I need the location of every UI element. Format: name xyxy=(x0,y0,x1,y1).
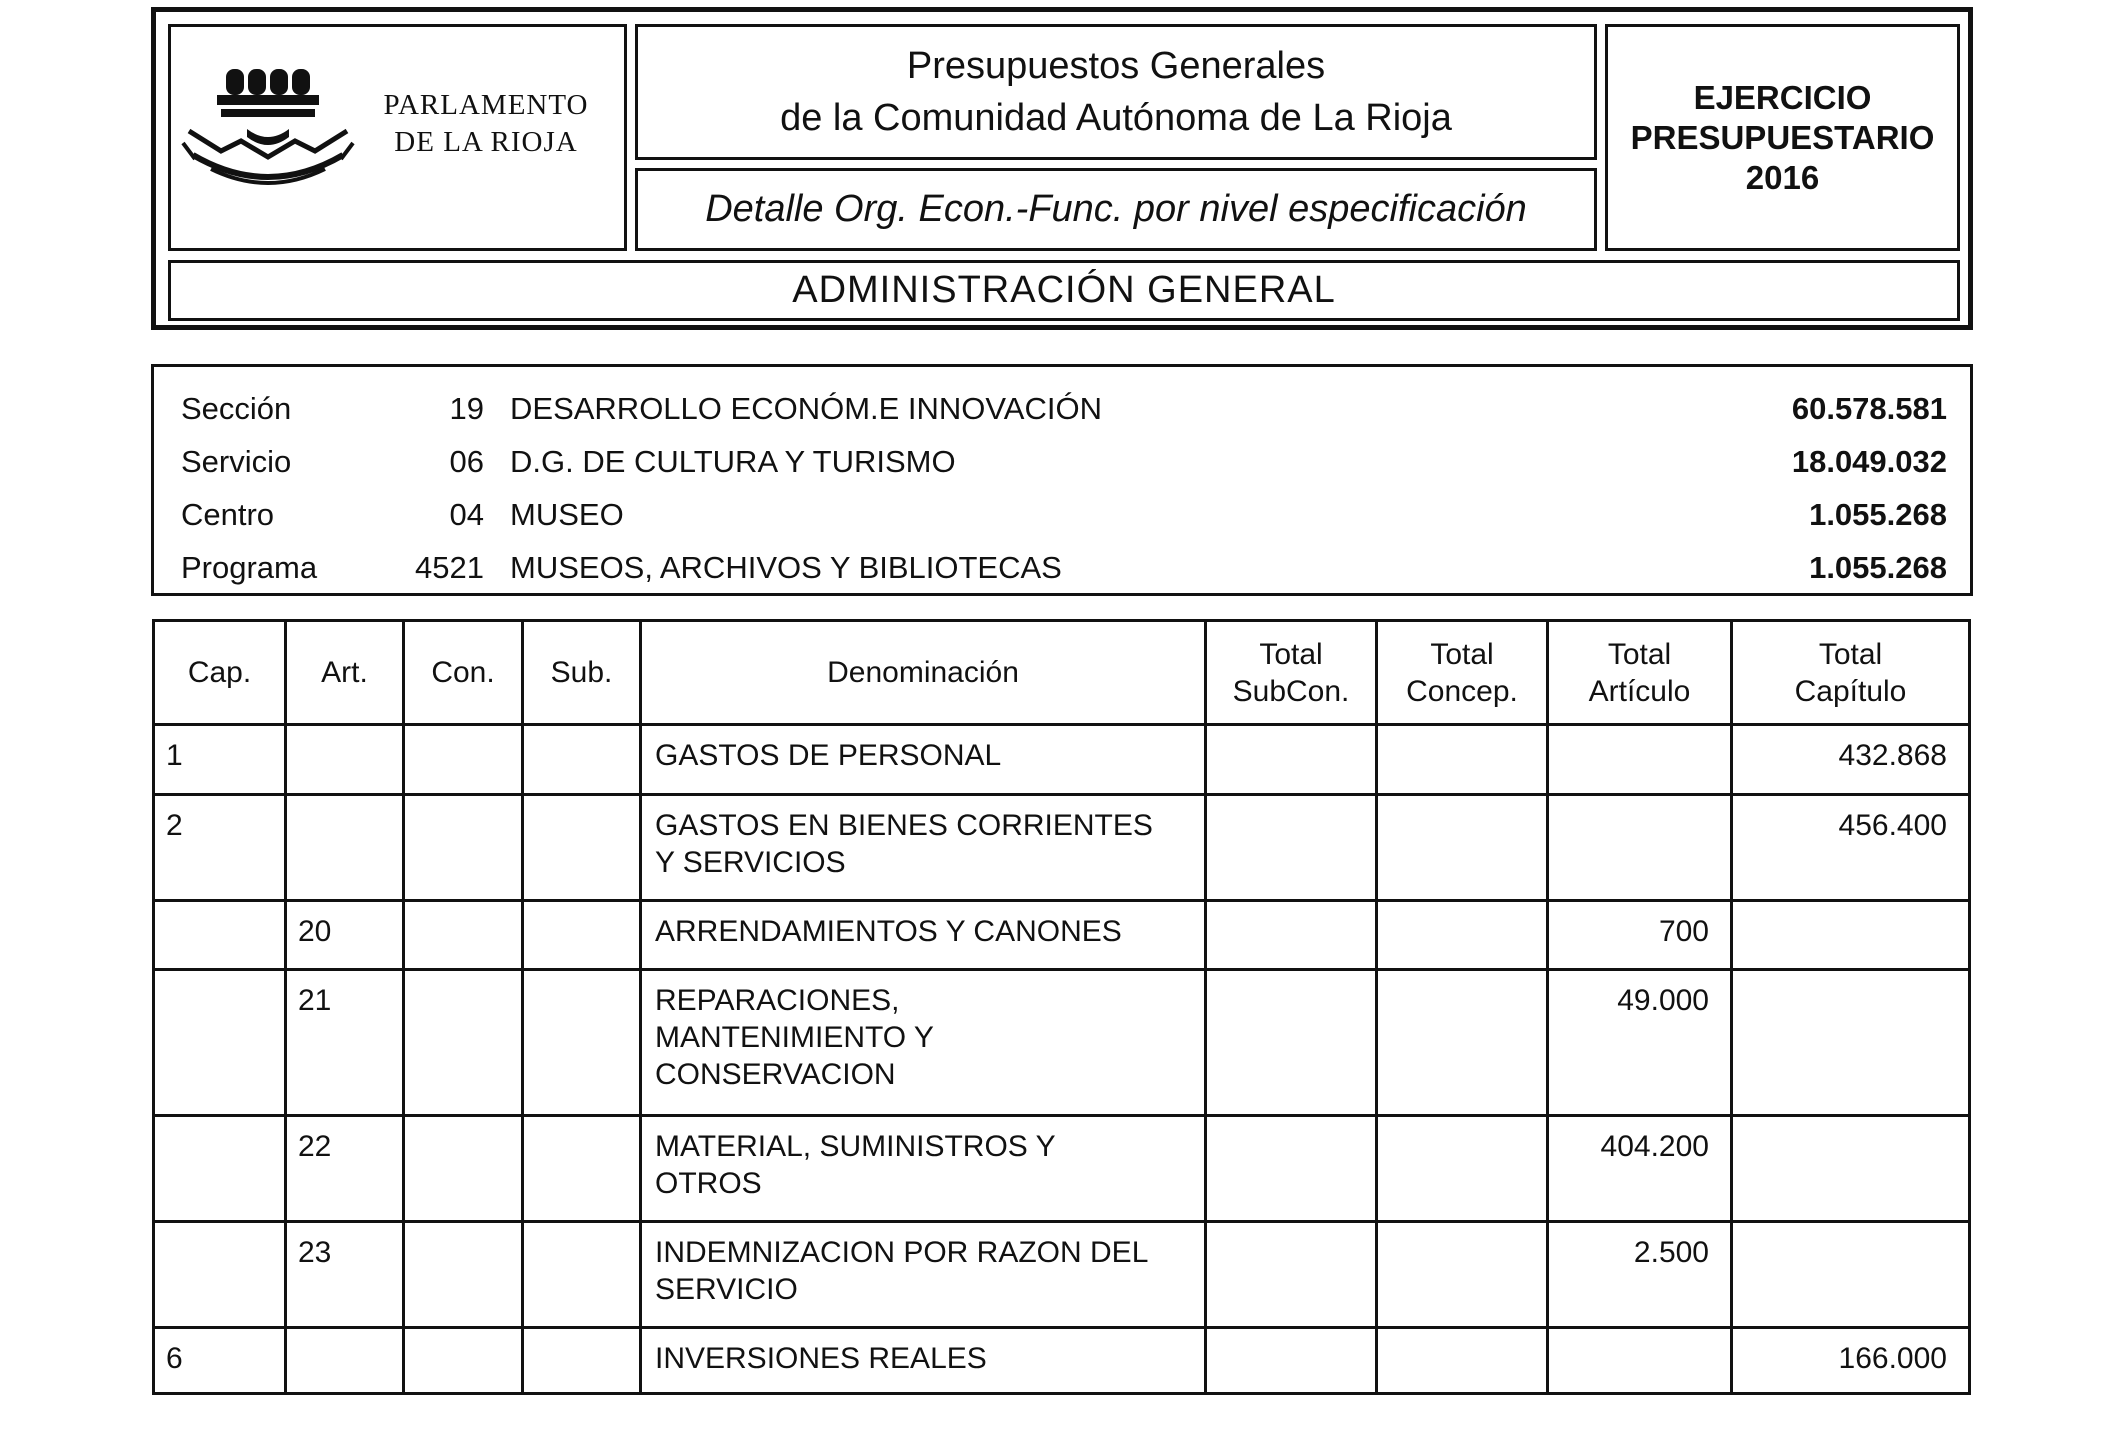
cell-sub xyxy=(523,795,641,901)
cell-total-concep xyxy=(1377,1222,1548,1328)
cell-cap: 2 xyxy=(154,795,286,901)
cell-total-articulo: 404.200 xyxy=(1548,1116,1732,1222)
parliament-emblem-icon xyxy=(181,69,361,209)
cell-total-concep xyxy=(1377,1116,1548,1222)
header-line: Artículo xyxy=(1588,674,1691,708)
cell-total-subcon xyxy=(1206,795,1377,901)
den-line: CONSERVACION xyxy=(655,1058,896,1091)
info-label: Programa xyxy=(181,550,318,585)
title-line1: Presupuestos Generales xyxy=(906,45,1326,87)
table-row xyxy=(154,1222,1970,1328)
cell-total-articulo xyxy=(1548,795,1732,901)
info-label: Sección xyxy=(181,391,292,426)
info-row-programa xyxy=(154,541,1970,594)
cell-con xyxy=(404,1328,523,1394)
den-line: INVERSIONES REALES xyxy=(655,1342,987,1375)
table-header-row xyxy=(154,621,1970,725)
cell-sub xyxy=(523,1116,641,1222)
cell-art xyxy=(286,795,404,901)
title-panel xyxy=(635,24,1597,160)
cell-art: 22 xyxy=(286,1116,404,1222)
cell-total-subcon xyxy=(1206,725,1377,795)
info-name: DESARROLLO ECONÓM.E INNOVACIÓN xyxy=(510,391,1102,426)
logo-panel xyxy=(168,24,627,251)
cell-con xyxy=(404,1116,523,1222)
year-label-line2: PRESUPUESTARIO xyxy=(1630,118,1935,156)
col-header-cap: Cap. xyxy=(154,621,286,725)
cell-total-articulo xyxy=(1548,1328,1732,1394)
cell-sub xyxy=(523,901,641,970)
col-header-art: Art. xyxy=(286,621,404,725)
cell-con xyxy=(404,901,523,970)
cell-total-articulo xyxy=(1548,725,1732,795)
cell-total-concep xyxy=(1377,970,1548,1116)
info-code: 04 xyxy=(449,497,484,532)
cell-art xyxy=(286,1328,404,1394)
info-row-seccion xyxy=(154,382,1970,435)
table-row xyxy=(154,901,1970,970)
subtitle-panel xyxy=(635,168,1597,251)
budget-table xyxy=(152,619,1971,1395)
den-line: ARRENDAMIENTOS Y CANONES xyxy=(655,915,1122,948)
header-line: Concep. xyxy=(1406,674,1518,708)
col-header-sub: Sub. xyxy=(523,621,641,725)
info-code: 4521 xyxy=(415,550,484,585)
header-line: Total xyxy=(1818,637,1883,671)
cell-total-capitulo: 166.000 xyxy=(1732,1328,1970,1394)
info-code: 06 xyxy=(449,444,484,479)
den-line: SERVICIO xyxy=(655,1273,798,1306)
cell-cap xyxy=(154,970,286,1116)
cell-total-articulo: 49.000 xyxy=(1548,970,1732,1116)
cell-art: 23 xyxy=(286,1222,404,1328)
info-label: Centro xyxy=(181,497,275,532)
info-amount: 60.578.581 xyxy=(1791,391,1947,426)
fiscal-year-panel xyxy=(1605,24,1960,251)
header-line: Total xyxy=(1430,637,1494,671)
cell-con xyxy=(404,795,523,901)
info-name: MUSEOS, ARCHIVOS Y BIBLIOTECAS xyxy=(510,550,1062,585)
cell-total-capitulo: 432.868 xyxy=(1732,725,1970,795)
cell-cap: 1 xyxy=(154,725,286,795)
den-line: Y SERVICIOS xyxy=(655,846,846,879)
cell-denominacion xyxy=(641,970,1206,1116)
den-line: GASTOS DE PERSONAL xyxy=(655,739,1002,772)
cell-denominacion xyxy=(641,901,1206,970)
cell-denominacion xyxy=(641,1222,1206,1328)
cell-total-concep xyxy=(1377,1328,1548,1394)
institution-name xyxy=(371,87,601,161)
cell-total-capitulo xyxy=(1732,1222,1970,1328)
col-header-total-articulo xyxy=(1548,621,1732,725)
header-line: SubCon. xyxy=(1232,674,1350,708)
cell-sub xyxy=(523,1328,641,1394)
cell-total-subcon xyxy=(1206,1116,1377,1222)
cell-art: 20 xyxy=(286,901,404,970)
col-header-con: Con. xyxy=(404,621,523,725)
den-line: GASTOS EN BIENES CORRIENTES xyxy=(655,809,1153,842)
cell-sub xyxy=(523,970,641,1116)
cell-total-capitulo xyxy=(1732,901,1970,970)
cell-total-concep xyxy=(1377,901,1548,970)
cell-total-concep xyxy=(1377,725,1548,795)
info-row-servicio xyxy=(154,435,1970,488)
cell-total-capitulo xyxy=(1732,970,1970,1116)
table-row xyxy=(154,1328,1970,1394)
info-label: Servicio xyxy=(181,444,292,479)
info-name: D.G. DE CULTURA Y TURISMO xyxy=(510,444,956,479)
cell-con xyxy=(404,725,523,795)
cell-sub xyxy=(523,1222,641,1328)
cell-art xyxy=(286,725,404,795)
cell-denominacion xyxy=(641,1116,1206,1222)
header-line: Total xyxy=(1607,637,1672,671)
header-line: Total xyxy=(1259,637,1323,671)
cell-art: 21 xyxy=(286,970,404,1116)
year-label-line1: EJERCICIO xyxy=(1693,78,1872,116)
section-title-panel xyxy=(168,260,1960,321)
info-row-centro xyxy=(154,488,1970,541)
cell-sub xyxy=(523,725,641,795)
cell-denominacion xyxy=(641,725,1206,795)
col-header-denominacion: Denominación xyxy=(641,621,1206,725)
cell-total-concep xyxy=(1377,795,1548,901)
info-code: 19 xyxy=(449,391,484,426)
cell-total-capitulo xyxy=(1732,1116,1970,1222)
cell-denominacion xyxy=(641,795,1206,901)
table-row xyxy=(154,970,1970,1116)
cell-total-capitulo: 456.400 xyxy=(1732,795,1970,901)
document-header xyxy=(151,7,1973,330)
den-line: REPARACIONES, xyxy=(655,984,900,1017)
info-name: MUSEO xyxy=(510,497,624,532)
fiscal-year: 2016 xyxy=(1745,158,1820,196)
den-line: OTROS xyxy=(655,1167,762,1200)
cell-total-subcon xyxy=(1206,901,1377,970)
den-line: MANTENIMIENTO Y xyxy=(655,1021,934,1054)
header-line: Capítulo xyxy=(1794,674,1907,708)
col-header-total-capitulo xyxy=(1732,621,1970,725)
cell-cap xyxy=(154,1222,286,1328)
info-amount: 1.055.268 xyxy=(1809,550,1947,585)
institution-name-line2: DE LA RIOJA xyxy=(394,126,578,158)
budget-classification-box xyxy=(151,364,1973,596)
table-row xyxy=(154,1116,1970,1222)
report-subtitle: Detalle Org. Econ.-Func. por nivel especificación xyxy=(705,188,1527,230)
cell-total-articulo: 700 xyxy=(1548,901,1732,970)
cell-total-articulo: 2.500 xyxy=(1548,1222,1732,1328)
table-row xyxy=(154,795,1970,901)
cell-con xyxy=(404,970,523,1116)
cell-total-subcon xyxy=(1206,970,1377,1116)
info-amount: 1.055.268 xyxy=(1809,497,1947,532)
institution-name-line1: PARLAMENTO xyxy=(383,89,589,121)
cell-cap: 6 xyxy=(154,1328,286,1394)
cell-total-subcon xyxy=(1206,1222,1377,1328)
title-line2: de la Comunidad Autónoma de La Rioja xyxy=(780,97,1452,139)
info-amount: 18.049.032 xyxy=(1791,444,1947,479)
col-header-total-concep xyxy=(1377,621,1548,725)
den-line: INDEMNIZACION POR RAZON DEL xyxy=(655,1236,1149,1269)
cell-con xyxy=(404,1222,523,1328)
section-title: ADMINISTRACIÓN GENERAL xyxy=(792,269,1336,311)
cell-cap xyxy=(154,1116,286,1222)
den-line: MATERIAL, SUMINISTROS Y xyxy=(655,1130,1056,1163)
cell-cap xyxy=(154,901,286,970)
cell-denominacion xyxy=(641,1328,1206,1394)
cell-total-subcon xyxy=(1206,1328,1377,1394)
table-row xyxy=(154,725,1970,795)
col-header-total-subcon xyxy=(1206,621,1377,725)
